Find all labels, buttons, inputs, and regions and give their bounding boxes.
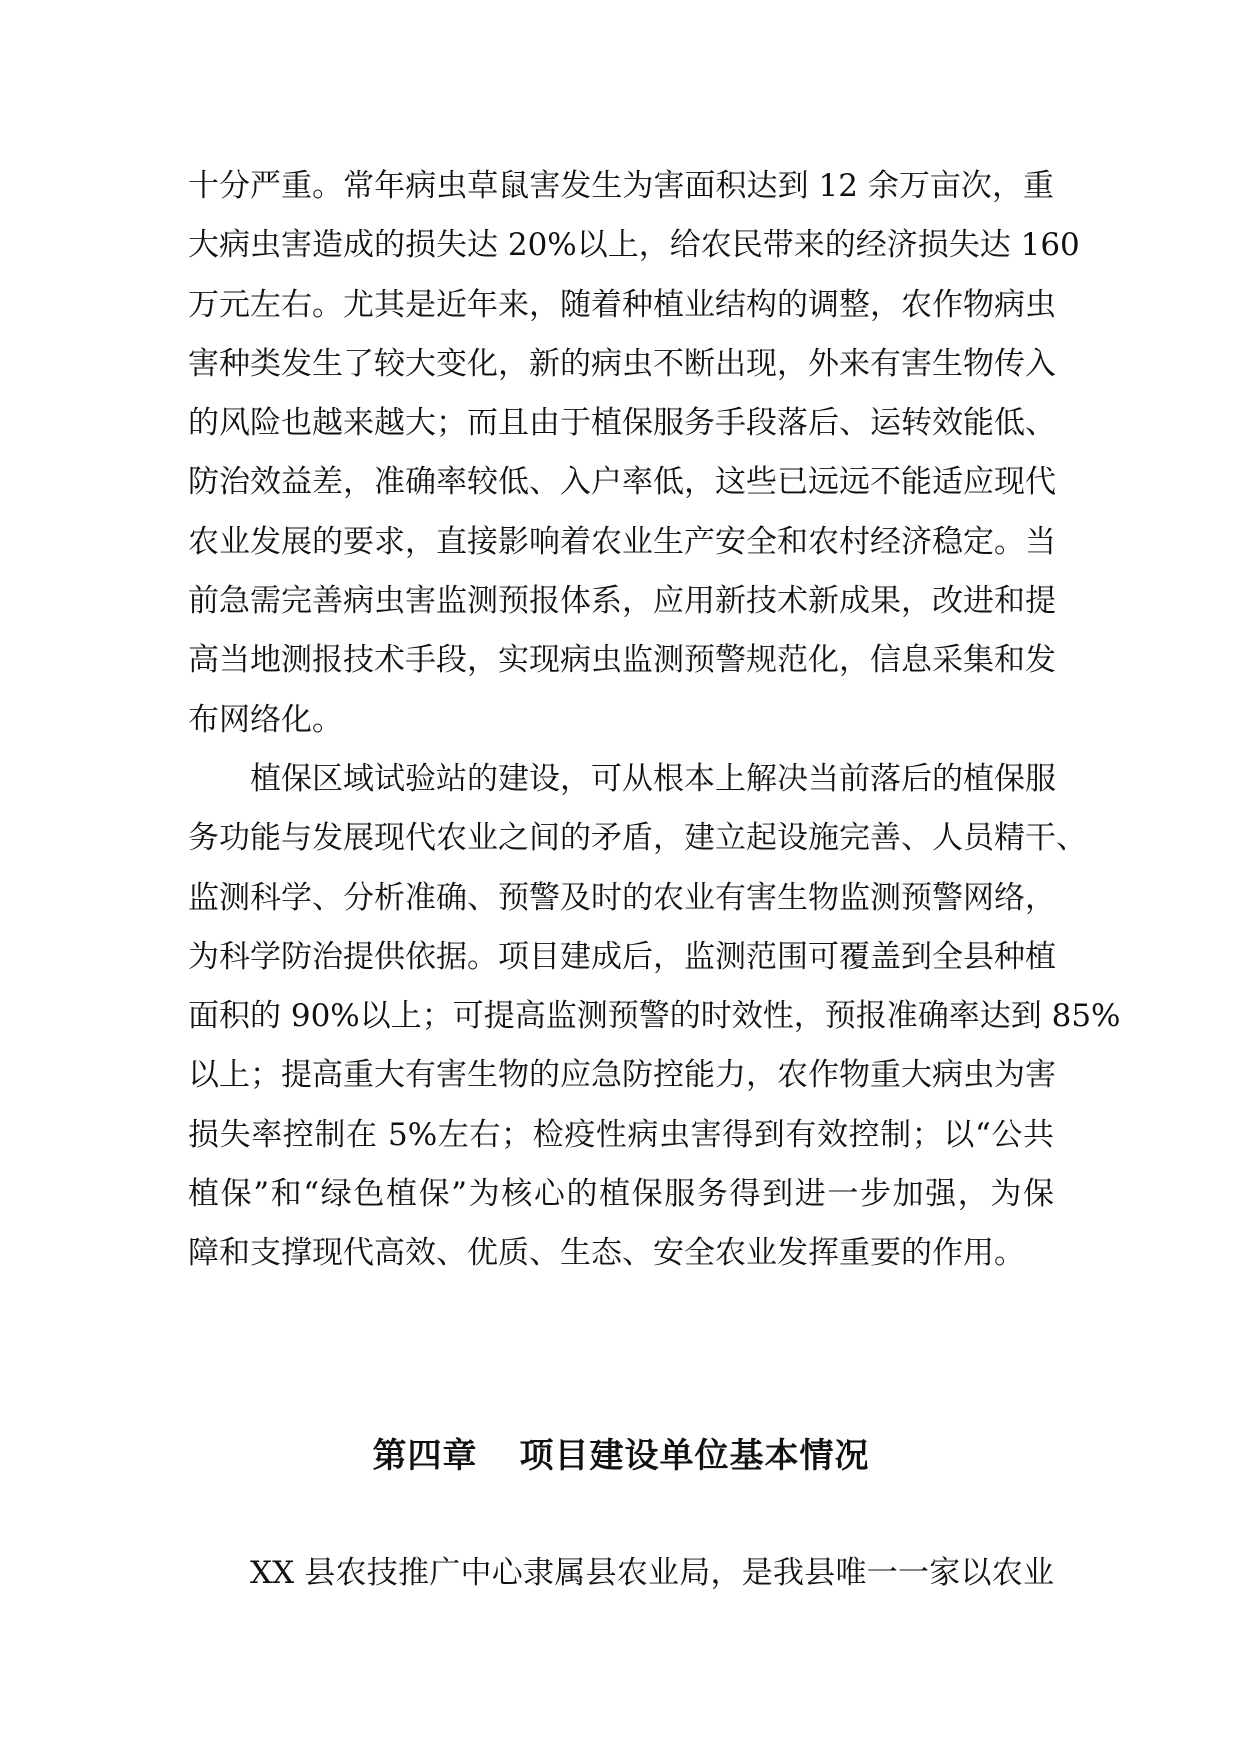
document-page	[188, 157, 1121, 1591]
text-line: 面积的 90%以上；可提高监测预警的时效性，预报准确率达到 85%	[188, 998, 1121, 1035]
text-line: 植保”和“绿色植保”为核心的植保服务得到进一步加强，为保	[188, 1176, 1054, 1213]
text-line: 害种类发生了较大变化，新的病虫不断出现，外来有害生物传入	[188, 345, 1056, 382]
text-line: 务功能与发展现代农业之间的矛盾，建立起设施完善、人员精干、	[188, 820, 1087, 857]
text-line: 为科学防治提供依据。项目建成后，监测范围可覆盖到全县种植	[188, 938, 1056, 975]
text-line: 高当地测报技术手段，实现病虫监测预警规范化，信息采集和发	[188, 642, 1056, 679]
text-line: 农业发展的要求，直接影响着农业生产安全和农村经济稳定。当	[188, 523, 1056, 560]
text-line: 布网络化。	[188, 701, 343, 738]
text-line: 十分严重。常年病虫草鼠害发生为害面积达到 12 余万亩次，重	[188, 168, 1054, 204]
chapter-number: 第四章	[372, 1436, 478, 1476]
text-line: 监测科学、分析准确、预警及时的农业有害生物监测预警网络，	[188, 879, 1056, 916]
text-line: 损失率控制在 5%左右；检疫性病虫害得到有效控制；以“公共	[188, 1116, 1054, 1153]
chapter-title: 项目建设单位基本情况	[519, 1436, 870, 1476]
text-line: 障和支撑现代高效、优质、生态、安全农业发挥重要的作用。	[188, 1235, 1025, 1272]
text-line: 前急需完善病虫害监测预报体系，应用新技术新成果，改进和提	[188, 583, 1056, 620]
chapter-heading	[188, 1431, 1054, 1481]
text-line: 大病虫害造成的损失达 20%以上，给农民带来的经济损失达 160	[188, 227, 1080, 264]
text-line: 的风险也越来越大；而且由于植保服务手段落后、运转效能低、	[188, 405, 1056, 442]
text-line: XX 县农技推广中心隶属县农业局，是我县唯一一家以农业	[250, 1555, 1054, 1591]
text-line: 以上；提高重大有害生物的应急防控能力，农作物重大病虫为害	[188, 1057, 1056, 1094]
paragraph-station-construction	[188, 750, 1121, 1284]
text-line: 万元左右。尤其是近年来，随着种植业结构的调整，农作物病虫	[188, 286, 1056, 323]
paragraph-pest-situation	[188, 157, 1080, 750]
paragraph-unit-intro	[188, 1544, 1054, 1603]
text-line: 植保区域试验站的建设，可从根本上解决当前落后的植保服	[250, 760, 1056, 797]
text-line: 防治效益差，准确率较低、入户率低，这些已远远不能适应现代	[188, 464, 1056, 501]
